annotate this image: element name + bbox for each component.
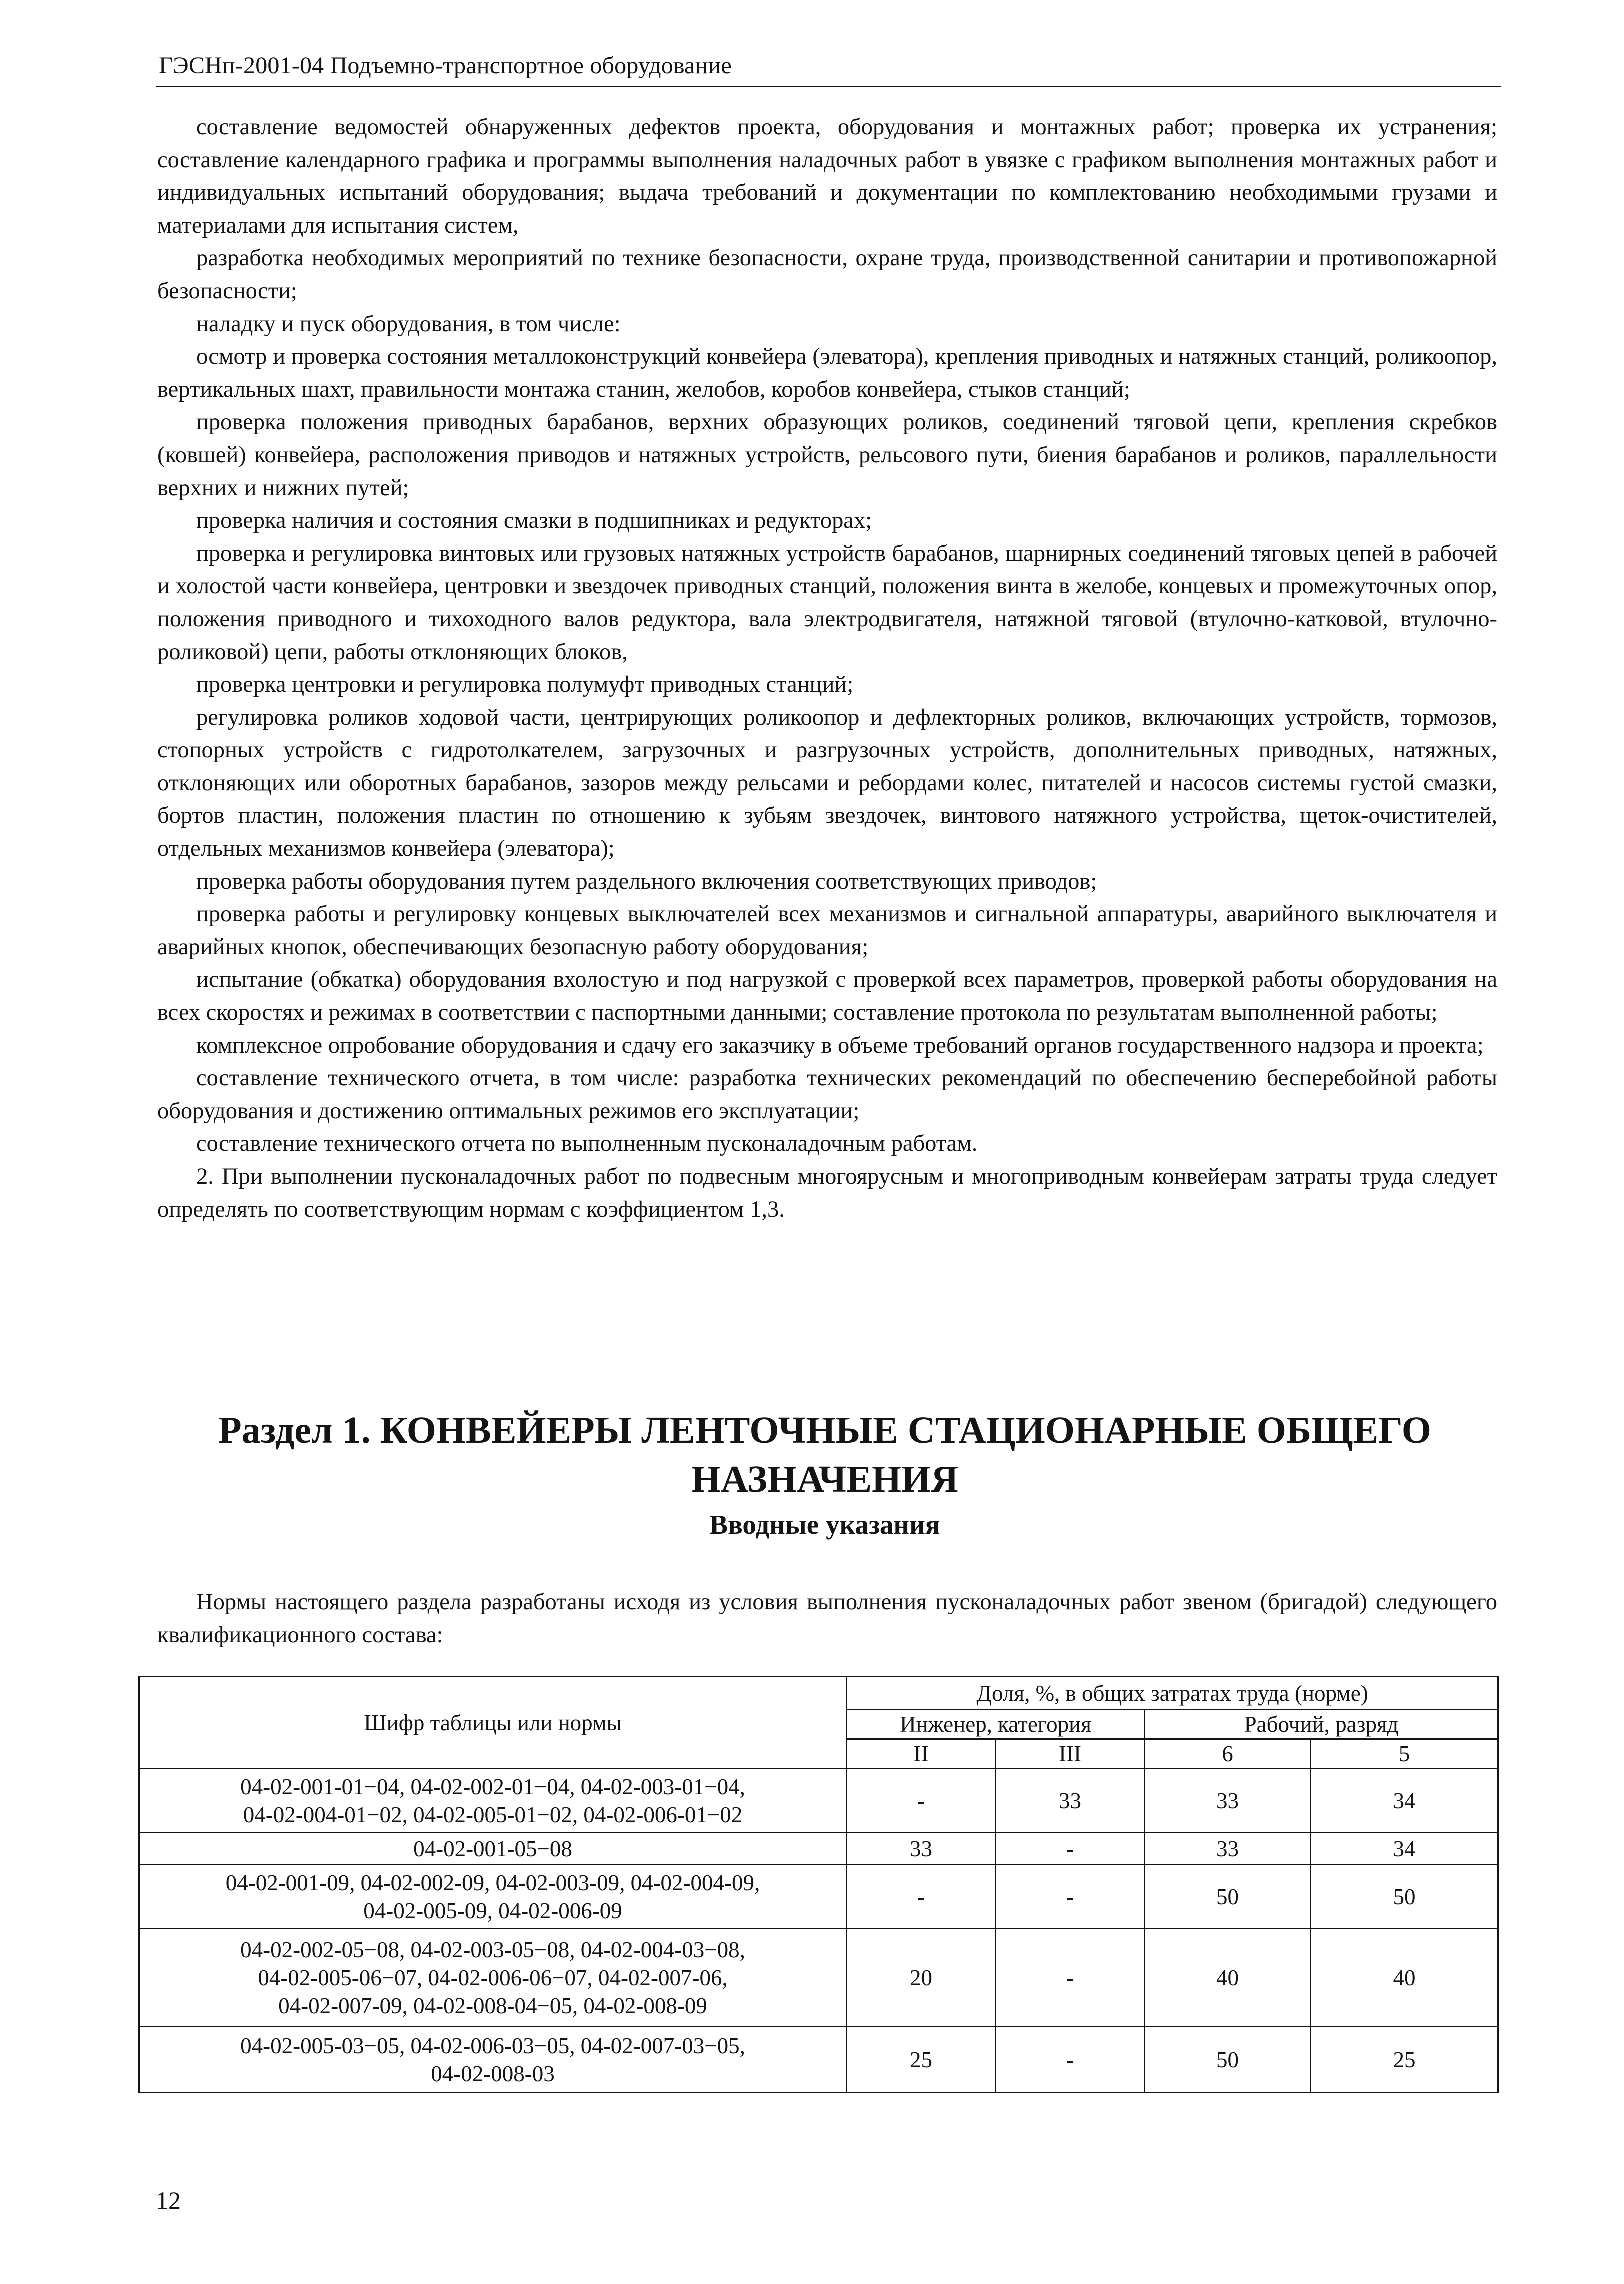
code-line: 04-02-005-06−07, 04-02-006-06−07, 04-02-007-06,	[258, 1965, 728, 1990]
section-title	[150, 1406, 1500, 1504]
paragraph: составление технического отчета по выполненным пусконаладочным работам.	[196, 1131, 978, 1157]
qualification-table	[138, 1676, 1499, 2093]
value-cell: 50	[1311, 1865, 1498, 1929]
paragraph: регулировка роликов ходовой части, центрирующих роликоопор и дефлекторных роликов, включающих устройств, тормозов, стопорных устройств с гидротолкателем, загрузочных и разгрузочных устройств, дополнительных приводных, натяжных, отклоняющих или оборотных барабанов, зазоров между рельсами и ребордами колес, питателей и насосов системы густой смазки, бортов пластин, положения пластин по отношению к зубьям звездочек, винтового натяжного устройства, щеток-очистителей, отдельных механизмов конвейера (элеватора);	[157, 704, 1497, 862]
paragraph: проверка положения приводных барабанов, верхних образующих роликов, соединений тяговой цепи, крепления скребков (ковшей) конвейера, расположения приводов и натяжных устройств, рельсового пути, биения барабанов и роликов, параллельности верхних и нижних путей;	[157, 409, 1497, 501]
table-row	[139, 1865, 1498, 1929]
value-cell: 50	[1145, 1865, 1311, 1929]
body-text	[157, 111, 1497, 1226]
value-cell: 40	[1311, 1929, 1498, 2027]
code-cell	[139, 2027, 847, 2093]
value-cell: 20	[847, 1929, 996, 2027]
value-cell: -	[847, 1865, 996, 1929]
paragraph: 2. При выполнении пусконаладочных работ по подвесным многоярусным и многоприводным конвейерам затраты труда следует определять по соответствующим нормам с коэффициентом 1,3.	[157, 1164, 1497, 1222]
value-cell: 33	[1145, 1769, 1311, 1833]
paragraph: проверка и регулировка винтовых или грузовых натяжных устройств барабанов, шарнирных соединений тяговых цепей в рабочей и холостой части конвейера, центровки и звездочек приводных станций, положения винта в желобе, концевых и промежуточных опор, положения приводного и тихоходного валов редуктора, вала электродвигателя, натяжной тяговой (втулочно-катковой, втулочно-роликовой) цепи, работы отклоняющих блоков,	[157, 540, 1497, 665]
code-line: 04-02-004-01−02, 04-02-005-01−02, 04-02-006-01−02	[243, 1802, 743, 1827]
code-line: 04-02-001-05−08	[413, 1836, 572, 1861]
subheader-cell: 5	[1311, 1739, 1498, 1769]
header-share: Доля, %, в общих затратах труда (норме)	[847, 1677, 1498, 1710]
code-cell	[139, 1865, 847, 1929]
value-cell: -	[996, 2027, 1145, 2093]
value-cell: 50	[1145, 2027, 1311, 2093]
value-cell: 33	[847, 1833, 996, 1865]
paragraph: разработка необходимых мероприятий по технике безопасности, охране труда, производственной санитарии и противопожарной безопасности;	[157, 245, 1497, 304]
subheader-cell: 6	[1145, 1739, 1311, 1769]
table-row	[139, 1929, 1498, 2027]
header-code: Шифр таблицы или нормы	[139, 1677, 847, 1769]
header-worker: Рабочий, разряд	[1145, 1710, 1498, 1739]
running-header: ГЭСНп-2001-04 Подъемно-транспортное оборудование	[159, 52, 732, 79]
table-row	[139, 2027, 1498, 2093]
table-row	[139, 1769, 1498, 1833]
subheader-cell: III	[996, 1739, 1145, 1769]
value-cell: 25	[847, 2027, 996, 2093]
table-row	[139, 1833, 1498, 1865]
value-cell: 33	[1145, 1833, 1311, 1865]
value-cell: 25	[1311, 2027, 1498, 2093]
code-line: 04-02-001-01−04, 04-02-002-01−04, 04-02-003-01−04,	[240, 1774, 745, 1799]
subheader-cell: II	[847, 1739, 996, 1769]
code-line: 04-02-008-03	[431, 2061, 555, 2086]
paragraph: комплексное опробование оборудования и сдачу его заказчику в объеме требований органов государственного надзора и проекта;	[196, 1032, 1484, 1058]
intro-paragraph: Нормы настоящего раздела разработаны исходя из условия выполнения пусконаладочных работ звеном (бригадой) следующего квалификационного состава:	[157, 1589, 1497, 1648]
value-cell: -	[996, 1929, 1145, 2027]
code-cell	[139, 1833, 847, 1865]
paragraph: проверка работы оборудования путем раздельного включения соответствующих приводов;	[196, 868, 1097, 894]
code-line: 04-02-001-09, 04-02-002-09, 04-02-003-09, 04-02-004-09,	[225, 1870, 760, 1895]
section-title-line: Раздел 1. КОНВЕЙЕРЫ ЛЕНТОЧНЫЕ СТАЦИОНАРНЫЕ ОБЩЕГО	[218, 1409, 1431, 1451]
section-subtitle: Вводные указания	[709, 1509, 940, 1540]
paragraph: наладку и пуск оборудования, в том числе:	[196, 311, 621, 337]
page-number: 12	[156, 2186, 181, 2214]
value-cell: -	[847, 1769, 996, 1833]
intro-text	[157, 1586, 1497, 1652]
code-line: 04-02-005-03−05, 04-02-006-03−05, 04-02-007-03−05,	[240, 2033, 745, 2058]
value-cell: -	[996, 1865, 1145, 1929]
code-line: 04-02-002-05−08, 04-02-003-05−08, 04-02-004-03−08,	[240, 1937, 745, 1962]
paragraph: составление ведомостей обнаруженных дефектов проекта, оборудования и монтажных работ; проверка их устранения; составление календарного графика и программы выполнения наладочных работ в увязке с графиком выполнения монтажных работ и индивидуальных испытаний оборудования; выдача требований и документации по комплектованию необходимыми грузами и материалами для испытания систем,	[157, 114, 1497, 238]
value-cell: -	[996, 1833, 1145, 1865]
code-line: 04-02-005-09, 04-02-006-09	[363, 1898, 622, 1923]
section-title-line: НАЗНАЧЕНИЯ	[691, 1458, 959, 1500]
code-line: 04-02-007-09, 04-02-008-04−05, 04-02-008-09	[278, 1993, 707, 2018]
paragraph: осмотр и проверка состояния металлоконструкций конвейера (элеватора), крепления приводных и натяжных станций, роликоопор, вертикальных шахт, правильности монтажа станин, желобов, коробов конвейера, стыков станций;	[157, 344, 1497, 402]
code-cell	[139, 1929, 847, 2027]
paragraph: проверка центровки и регулировка полумуфт приводных станций;	[196, 672, 854, 698]
paragraph: испытание (обкатка) оборудования вхолостую и под нагрузкой с проверкой всех параметров, проверкой работы оборудования на всех скоростях и режимах в соответствии с паспортными данными; составление протокола по результатам выполненной работы;	[157, 967, 1497, 1026]
paragraph: проверка наличия и состояния смазки в подшипниках и редукторах;	[196, 508, 872, 534]
value-cell: 34	[1311, 1769, 1498, 1833]
paragraph: составление технического отчета, в том числе: разработка технических рекомендаций по обеспечению бесперебойной работы оборудования и достижению оптимальных режимов его эксплуатации;	[157, 1065, 1497, 1124]
value-cell: 34	[1311, 1833, 1498, 1865]
value-cell: 40	[1145, 1929, 1311, 2027]
code-cell	[139, 1769, 847, 1833]
header-rule	[156, 86, 1501, 87]
paragraph: проверка работы и регулировку концевых выключателей всех механизмов и сигнальной аппаратуры, аварийного выключателя и аварийных кнопок, обеспечивающих безопасную работу оборудования;	[157, 901, 1497, 960]
table-header-row	[139, 1677, 1498, 1710]
header-engineer: Инженер, категория	[847, 1710, 1145, 1739]
value-cell: 33	[996, 1769, 1145, 1833]
